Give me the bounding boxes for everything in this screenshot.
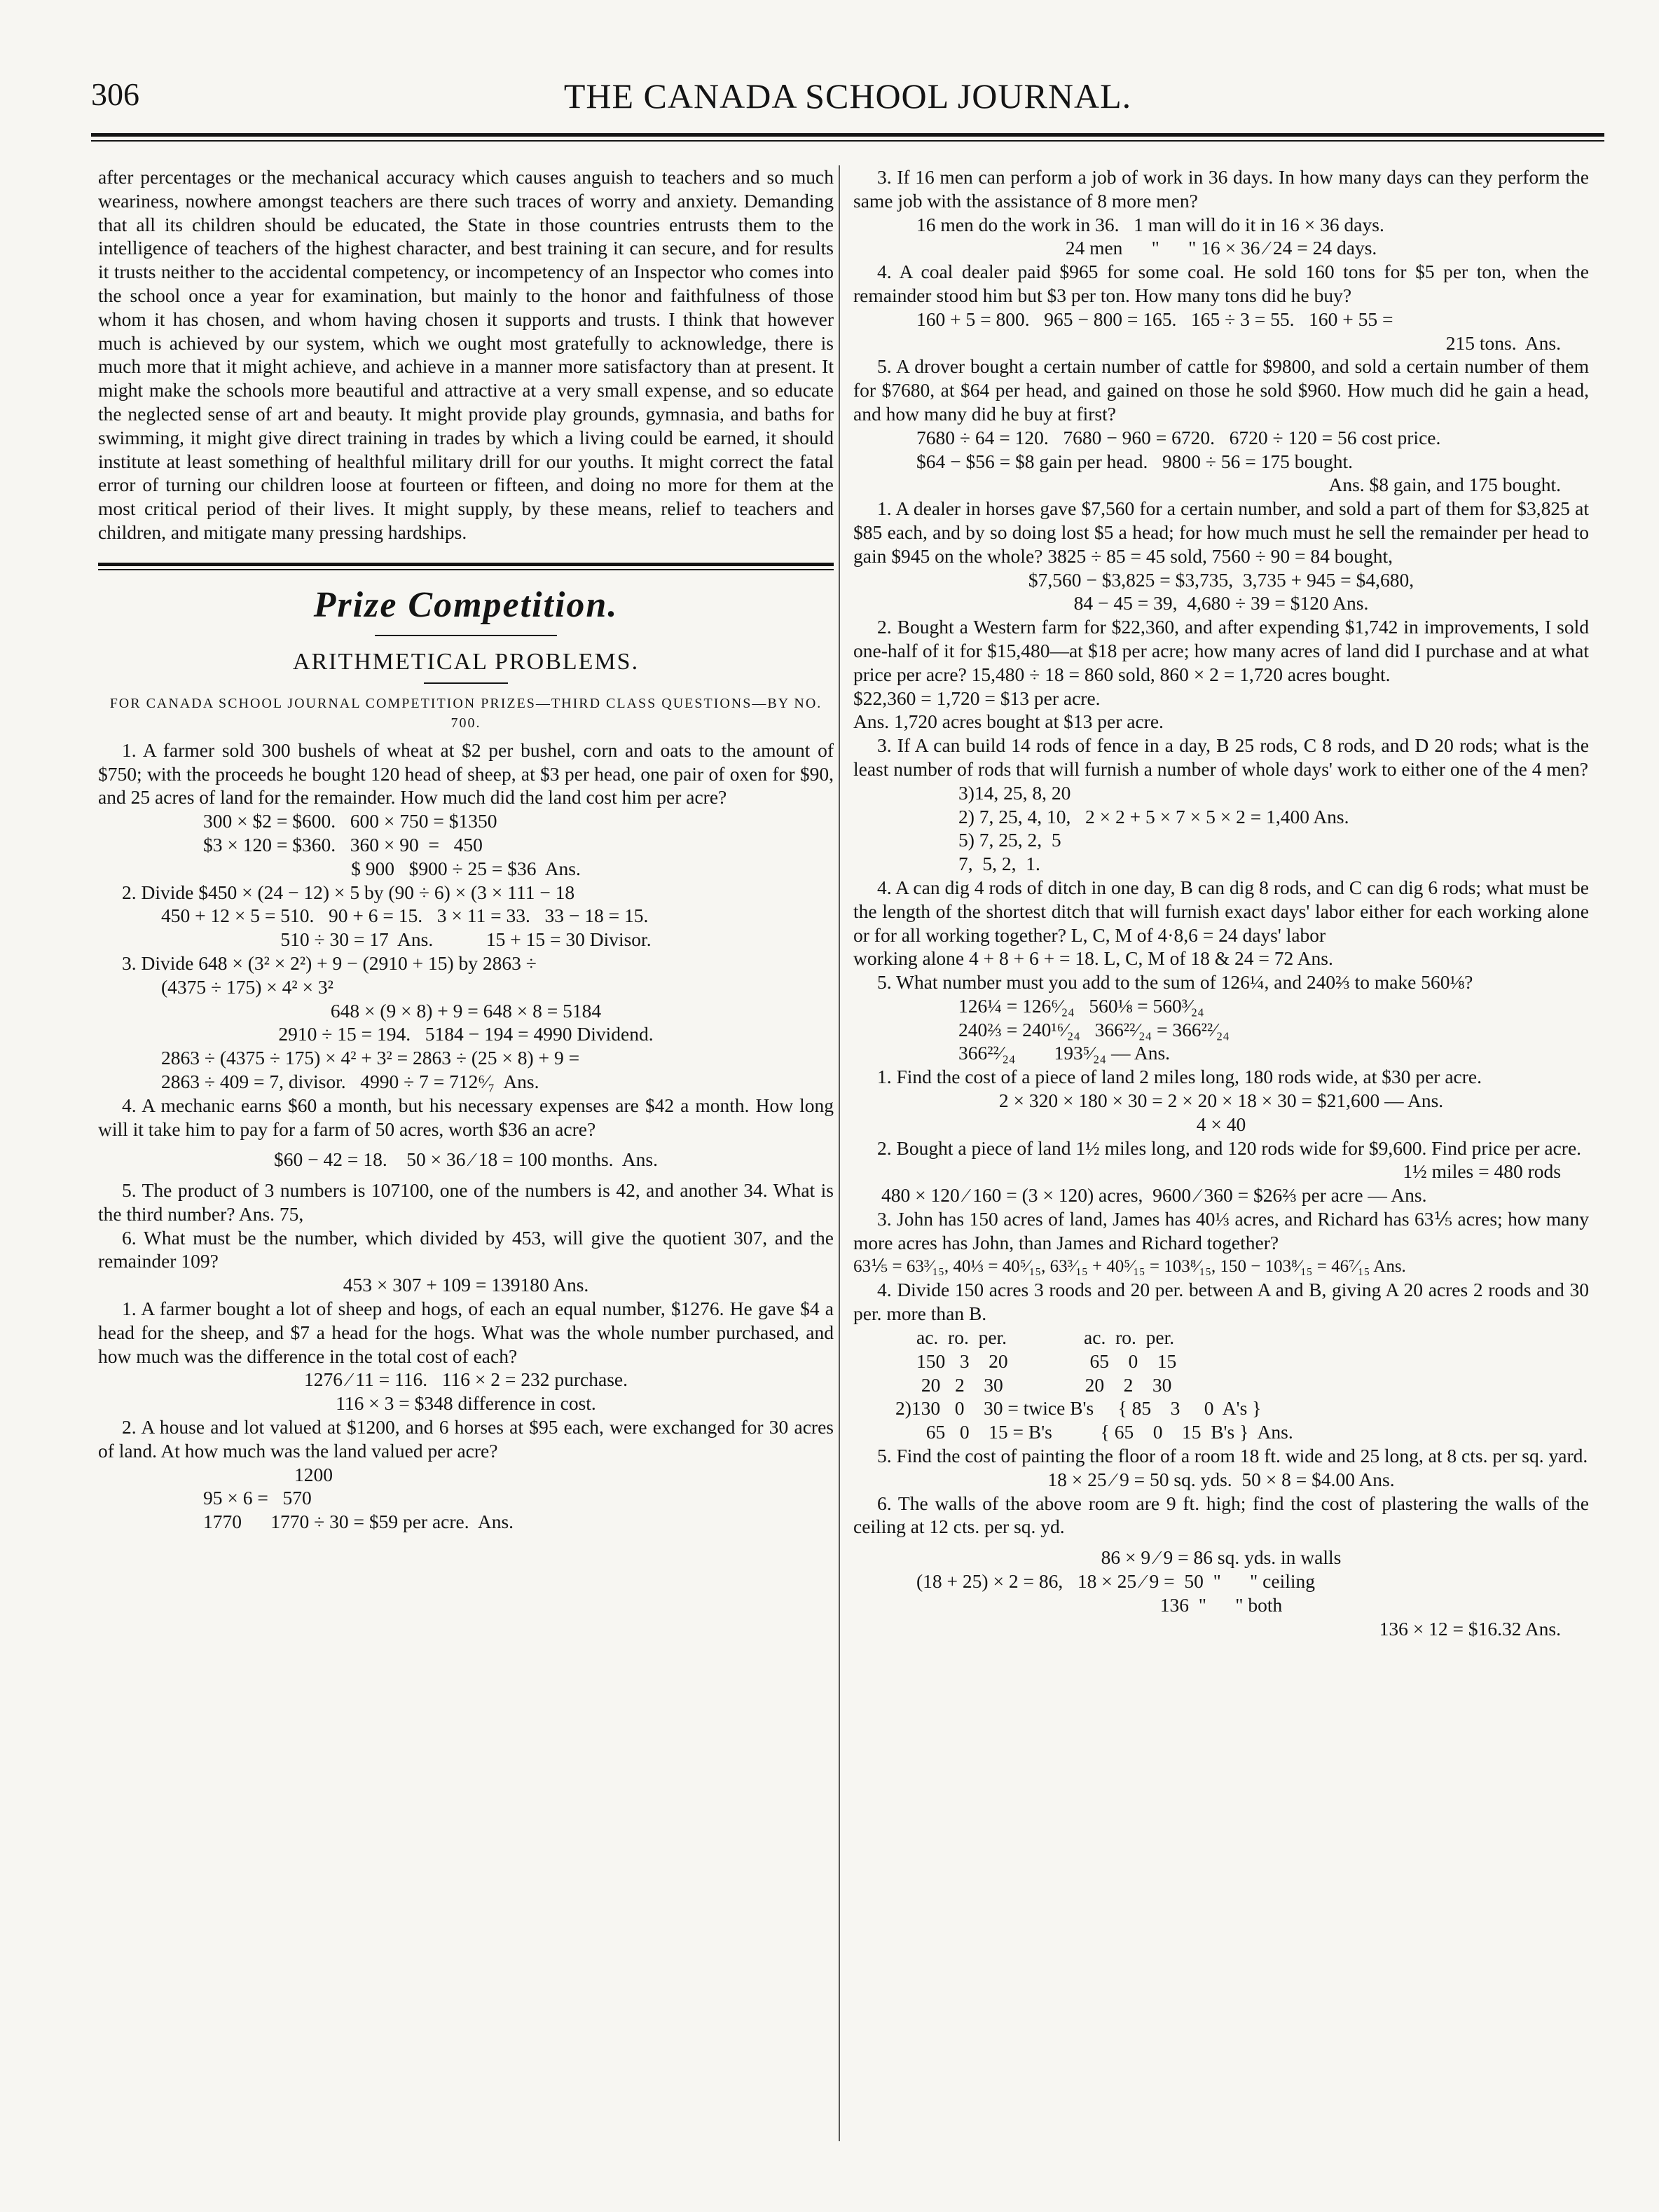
section-rule-thin bbox=[98, 569, 834, 570]
problem-3-working: 648 × (9 × 8) + 9 = 648 × 8 = 5184 bbox=[330, 999, 602, 1022]
problem-r12-answer: 65 0 15 = B's { 65 0 15 B's } Ans. bbox=[916, 1421, 1293, 1443]
problem-r6-working: 7, 5, 2, 1. bbox=[958, 853, 1040, 875]
problem-r9-working: 4 × 40 bbox=[1196, 1113, 1246, 1135]
spacer bbox=[98, 1141, 834, 1148]
problem-r1-working: 16 men do the work in 36. 1 man will do it in 16 × 36 days. bbox=[916, 213, 1384, 235]
problem-r10-working: 1½ miles = 480 rods bbox=[1403, 1160, 1561, 1183]
problem-r2-answer: 215 tons. Ans. bbox=[1445, 331, 1561, 354]
problem-r5-working: $22,360 = 1,720 = $13 per acre. bbox=[853, 687, 1101, 709]
problem-r2: 4. A coal dealer paid $965 for some coal. He sold 160 tons for $5 per ton, when the remainder stood him but $3 per ton. How many tons did he buy? bbox=[853, 261, 1589, 306]
problem-8-answer: 1770 1770 ÷ 30 = $59 per acre. Ans. bbox=[203, 1511, 514, 1533]
problem-3: 3. Divide 648 × (3² × 2²) + 9 − (2910 + 15) by 2863 ÷ bbox=[122, 952, 537, 974]
problem-r6-working: 2) 7, 25, 4, 10, 2 × 2 + 5 × 7 × 5 × 2 = 1,400 Ans. bbox=[958, 805, 1349, 827]
problem-r9: 1. Find the cost of a piece of land 2 miles long, 180 rods wide, at $30 per acre. bbox=[877, 1066, 1482, 1088]
header-rule-thick bbox=[91, 133, 1604, 137]
problem-3-working: 2910 ÷ 15 = 194. 5184 − 194 = 4990 Dividend. bbox=[278, 1023, 654, 1045]
problem-r12-table: ac. ro. per. ac. ro. per. bbox=[916, 1326, 1175, 1349]
problem-5: 5. The product of 3 numbers is 107100, one of the numbers is 42, and another 34. What is the third number? Ans. 75, bbox=[98, 1179, 834, 1225]
section-rule-thick bbox=[98, 563, 834, 566]
problem-r14-working: (18 + 25) × 2 = 86, 18 × 25 ⁄ 9 = 50 " " ceiling bbox=[916, 1570, 1315, 1593]
problem-r4: 1. A dealer in horses gave $7,560 for a certain number, and sold a part of them for $3,825 at $85 each, and by so doing lost $5 a head; for how much must he sell the remainder per head to gain $945 on the whole? 3825 ÷ 85 = 45 sold, 7560 ÷ 90 = 84 bought, bbox=[853, 497, 1589, 567]
problem-8-working: 95 × 6 = 570 bbox=[203, 1487, 312, 1509]
problem-r14: 6. The walls of the above room are 9 ft. high; find the cost of plastering the walls of the ceiling at 12 cts. per sq. yd. bbox=[853, 1492, 1589, 1538]
problem-r4-working: $7,560 − $3,825 = $3,735, 3,735 + 945 = $4,680, bbox=[1028, 568, 1414, 591]
problem-r1-answer: 24 men " " 16 × 36 ⁄ 24 = 24 days. bbox=[1065, 237, 1377, 259]
problem-r12-table: 150 3 20 65 0 15 bbox=[916, 1349, 1177, 1372]
problem-r14-working: 86 × 9 ⁄ 9 = 86 sq. yds. in walls bbox=[1101, 1546, 1342, 1569]
problem-r11-answer: 63⅕ = 63³⁄₁₅, 40⅓ = 40⁵⁄₁₅, 63³⁄₁₅ + 40⁵⁄₁₅ = 103⁸⁄₁₅, 150 − 103⁸⁄₁₅ = 46⁷⁄₁₅ Ans. bbox=[853, 1256, 1406, 1276]
problem-6: 6. What must be the number, which divided by 453, will give the quotient 307, and the remainder 109? bbox=[98, 1226, 834, 1272]
column-divider bbox=[839, 165, 840, 2141]
left-column bbox=[98, 165, 834, 2141]
problem-1: 1. A farmer sold 300 bushels of wheat at $2 per bushel, corn and oats to the amount of $750; with the proceeds he bought 120 head of sheep, at $3 per head, one pair of oxen for $90, and 25 acres of land for the remainder. How much did the land cost him per acre? bbox=[98, 739, 834, 809]
right-column bbox=[853, 165, 1589, 2141]
problem-r6-working: 5) 7, 25, 2, 5 bbox=[958, 829, 1061, 851]
problem-4: 4. A mechanic earns $60 a month, but his necessary expenses are $42 a month. How long will it take him to pay for a farm of 50 acres, worth $36 an acre? bbox=[98, 1094, 834, 1140]
problem-8-working: 1200 bbox=[294, 1463, 333, 1485]
problem-6-answer: 453 × 307 + 109 = 139180 Ans. bbox=[343, 1274, 589, 1296]
problem-2-working: 450 + 12 × 5 = 510. 90 + 6 = 15. 3 × 11 = 33. 33 − 18 = 15. bbox=[161, 905, 649, 927]
problem-1-working: $3 × 120 = $360. 360 × 90 = 450 bbox=[203, 833, 483, 856]
problem-r9-working: 2 × 320 × 180 × 30 = 2 × 20 × 18 × 30 = $21,600 — Ans. bbox=[998, 1090, 1444, 1112]
problem-7-answer: 116 × 3 = $348 difference in cost. bbox=[336, 1392, 596, 1415]
problem-r13-answer: 18 × 25 ⁄ 9 = 50 sq. yds. 50 × 8 = $4.00 Ans. bbox=[1047, 1468, 1395, 1490]
problem-r7-answer: working alone 4 + 8 + 6 + = 18. L, C, M of 18 & 24 = 72 Ans. bbox=[853, 947, 1333, 970]
problem-r14-working: 136 " " both bbox=[1159, 1593, 1283, 1616]
problem-r8-working: 240⅔ = 240¹⁶⁄₂₄ 366²²⁄₂₄ = 366²²⁄₂₄ bbox=[958, 1018, 1230, 1040]
problem-r8-working: 126¼ = 126⁶⁄₂₄ 560⅛ = 560³⁄₂₄ bbox=[958, 994, 1204, 1017]
spacer bbox=[853, 1539, 1589, 1546]
problem-r3: 5. A drover bought a certain number of cattle for $9800, and sold a certain number of them for $7680, at $64 per head, and gained on those he sold $960. How much did he gain a head, and how many did he buy at first? bbox=[853, 355, 1589, 425]
journal-title: THE CANADA SCHOOL JOURNAL. bbox=[563, 76, 1132, 116]
problem-r12-table: 20 2 30 20 2 30 bbox=[916, 1373, 1172, 1396]
page-number: 306 bbox=[91, 76, 139, 112]
problem-3-working: 2863 ÷ (4375 ÷ 175) × 4² + 3² = 2863 ÷ (25 × 8) + 9 = bbox=[161, 1047, 580, 1069]
essay-paragraph: after percentages or the mechanical accuracy which causes anguish to teachers and so much weariness, nowhere amongst teachers are there such traces of worry and anxiety. Demanding that all its children should be educated, the State in those countries entrusts them to the intelligence of teachers of the highest character, and best training it can secure, and for results it trusts neither to the accidental competency, or incompetency of an Inspector who comes into the school once a year for examination, but mainly to the honor and faithfulness of those whom it has chosen, and whom having chosen it supports and trusts. I think that however much is achieved by our system, which we ought most gratefully to acknowledge, there is much more that it might achieve, and achieve in a manner more satisfactory than at present. It might make the schools more beautiful and attractive at a very small expense, and so educate the neglected sense of art and beauty. It might provide play grounds, gymnasia, and baths for swimming, it might give direct training in trades by which a living could be earned, it should institute at least something of healthful military drill for our youths. It might correct the fatal error of turning our children loose at fourteen or fifteen, and doing no more for them at the most critical period of their lives. It might supply, by these means, relief to teachers and children, and mitigate many pressing hardships. bbox=[98, 166, 834, 543]
problem-r12-table: 2)130 0 30 = twice B's { 85 3 0 A's } bbox=[895, 1397, 1262, 1420]
problem-r5: 2. Bought a Western farm for $22,360, and after expending $1,742 in improvements, I sold one-half of it for $15,480—at $18 per acre; how many acres of land did I purchase and at what price per acre? 15,480 ÷ 18 = 860 sold, 860 × 2 = 1,720 acres bought. bbox=[853, 616, 1589, 685]
problem-r6-working: 3)14, 25, 8, 20 bbox=[958, 781, 1071, 804]
problem-2: 2. Divide $450 × (24 − 12) × 5 by (90 ÷ 6) × (3 × 111 − 18 bbox=[122, 881, 575, 903]
problem-2-answer: 510 ÷ 30 = 17 Ans. 15 + 15 = 30 Divisor. bbox=[280, 928, 652, 951]
problem-8: 2. A house and lot valued at $1200, and 6 horses at $95 each, were exchanged for 30 acres of land. At how much was the land valued per acre? bbox=[98, 1416, 834, 1462]
problem-r14-answer: 136 × 12 = $16.32 Ans. bbox=[1379, 1617, 1561, 1640]
problem-7: 1. A farmer bought a lot of sheep and hogs, of each an equal number, $1276. He gave $4 a head for the sheep, and $7 a head for the hogs. What was the whole number purchased, and how much was the difference in the total cost of each? bbox=[98, 1298, 834, 1367]
problem-r8-answer: 366²²⁄₂₄ 193⁵⁄₂₄ — Ans. bbox=[958, 1042, 1171, 1064]
problem-3-working: (4375 ÷ 175) × 4² × 3² bbox=[161, 975, 333, 998]
competition-subheading: FOR CANADA SCHOOL JOURNAL COMPETITION PRIZES—THIRD CLASS QUESTIONS—BY NO. 700. bbox=[109, 695, 822, 731]
spacer bbox=[98, 1172, 834, 1179]
problem-r10-answer: 480 × 120 ⁄ 160 = (3 × 120) acres, 9600 ⁄ 360 = $26⅔ per acre — Ans. bbox=[881, 1184, 1427, 1207]
header-rule-thin bbox=[91, 140, 1604, 142]
problem-r10: 2. Bought a piece of land 1½ miles long, and 120 rods wide for $9,600. Find price per acre. bbox=[877, 1136, 1582, 1159]
problem-r3-answer: Ans. $8 gain, and 175 bought. bbox=[1328, 474, 1561, 496]
problem-r8: 5. What number must you add to the sum of 126¼, and 240⅔ to make 560⅛? bbox=[877, 971, 1473, 994]
problem-r3-working: 7680 ÷ 64 = 120. 7680 − 960 = 6720. 6720 ÷ 120 = 56 cost price. bbox=[916, 426, 1441, 448]
problem-r4-answer: 84 − 45 = 39, 4,680 ÷ 39 = $120 Ans. bbox=[1073, 592, 1369, 614]
problem-4-answer: $60 − 42 = 18. 50 × 36 ⁄ 18 = 100 months. Ans. bbox=[274, 1148, 658, 1171]
problem-7-working: 1276 ⁄ 11 = 116. 116 × 2 = 232 purchase. bbox=[303, 1368, 628, 1391]
title-rule bbox=[375, 635, 557, 636]
prize-competition-title: Prize Competition. bbox=[313, 584, 619, 625]
problem-1-working: 300 × $2 = $600. 600 × 750 = $1350 bbox=[203, 810, 497, 832]
problem-r7: 4. A can dig 4 rods of ditch in one day, B can dig 8 rods, and C can dig 6 rods; what must be the length of the shortest ditch that will furnish exact days' labor either for each working alone or for all working together? L, C, M of 4·8,6 = 24 days' labor bbox=[853, 876, 1589, 946]
problem-r12: 4. Divide 150 acres 3 roods and 20 per. between A and B, giving A 20 acres 2 roods and 30 per. more than B. bbox=[853, 1279, 1589, 1325]
problem-r13: 5. Find the cost of painting the floor of a room 18 ft. wide and 25 long, at 8 cts. per sq. yard. bbox=[877, 1445, 1588, 1467]
problem-r6: 3. If A can build 14 rods of fence in a day, B 25 rods, C 8 rods, and D 20 rods; what is the least number of rods that will furnish a number of whole days' work to either one of the 4 men? bbox=[853, 734, 1589, 780]
page-header bbox=[91, 76, 1604, 125]
problem-r1: 3. If 16 men can perform a job of work in 36 days. In how many days can they perform the same job with the assistance of 8 more men? bbox=[853, 166, 1589, 212]
problem-r5-answer: Ans. 1,720 acres bought at $13 per acre. bbox=[853, 710, 1164, 733]
problem-1-answer: $ 900 $900 ÷ 25 = $36 Ans. bbox=[351, 857, 581, 879]
problem-r3-working: $64 − $56 = $8 gain per head. 9800 ÷ 56 = 175 bought. bbox=[916, 450, 1354, 472]
heading-rule bbox=[424, 682, 508, 684]
problem-r11: 3. John has 150 acres of land, James has 40⅓ acres, and Richard has 63⅕ acres; how many more acres has John, than James and Richard together? bbox=[853, 1208, 1589, 1253]
arithmetical-problems-heading: ARITHMETICAL PROBLEMS. bbox=[292, 648, 640, 675]
problem-3-answer: 2863 ÷ 409 = 7, divisor. 4990 ÷ 7 = 712⁶⁄₇ Ans. bbox=[161, 1070, 539, 1092]
problem-r2-working: 160 + 5 = 800. 965 − 800 = 165. 165 ÷ 3 = 55. 160 + 55 = bbox=[916, 308, 1393, 330]
